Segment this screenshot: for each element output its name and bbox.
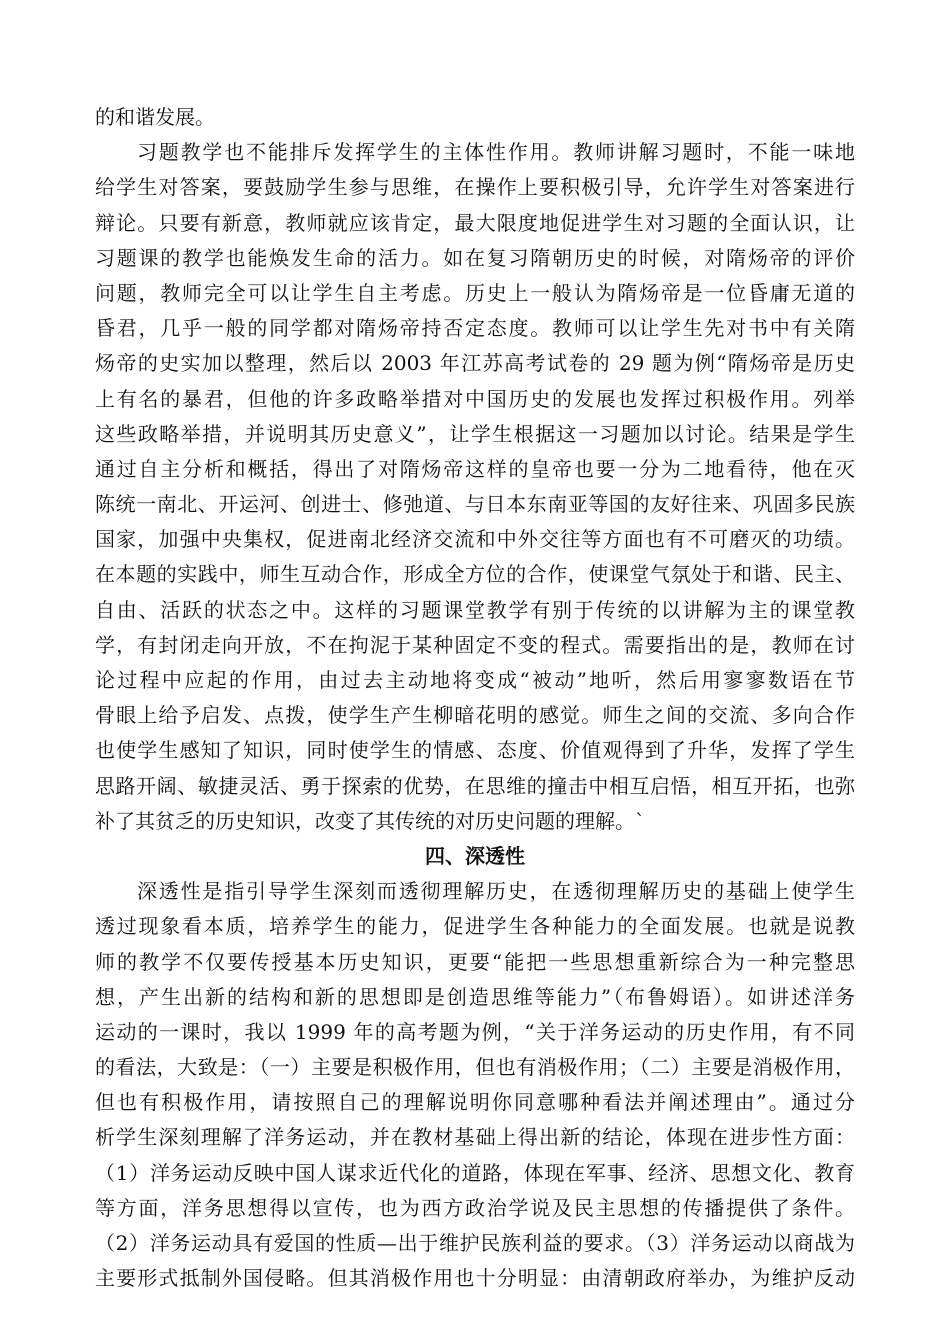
text-line: （2）洋务运动具有爱国的性质—出于维护民族利益的要求。（3）洋务运动以商战为 [95,1231,855,1255]
text-line: 的看法，大致是：（一）主要是积极作用，但也有消极作用；（二）主要是消极作用， [95,1055,855,1080]
text-line: 国家，加强中央集权，促进南北经济交流和中外交往等方面也有不可磨灭的功绩。 [95,527,855,552]
text-line: 炀帝的史实加以整理，然后以 2003 年江苏高考试卷的 29 题为例“隋炀帝是历史 [95,351,855,376]
text-line: 骨眼上给予启发、点拨，使学生产生柳暗花明的感觉。师生之间的交流、多向合作 [95,703,855,728]
text-line: 主要形式抵制外国侵略。但其消极作用也十分明显：由清朝政府举办，为维护反动 [95,1266,855,1291]
text-line: 学，有封闭走向开放，不在拘泥于某种固定不变的程式。需要指出的是，教师在讨 [95,632,855,657]
text-line: 深透性是指引导学生深刻而透彻理解历史，在透彻理解历史的基础上使学生 [137,879,855,904]
text-line: 习题教学也不能排斥发挥学生的主体性作用。教师讲解习题时，不能一味地 [137,140,855,165]
text-line: （1）洋务运动反映中国人谋求近代化的道路，体现在军事、经济、思想文化、教育 [95,1160,855,1185]
section-heading: 四、深透性 [425,843,525,868]
text-line: 等方面，洋务思想得以宣传，也为西方政治学说及民主思想的传播提供了条件。 [95,1195,855,1220]
document-page [95,100,855,1296]
text-line: 自由、活跃的状态之中。这样的习题课堂教学有别于传统的以讲解为主的课堂教 [95,597,855,622]
text-line: 但也有积极作用，请按照自己的理解说明你同意哪种看法并阐述理由”。通过分 [95,1090,855,1115]
text-line: 想，产生出新的结构和新的思想即是创造思维等能力”（布鲁姆语）。如讲述洋务 [95,984,855,1009]
text-line: 论过程中应起的作用，由过去主动地将变成“被动”地听，然后用寥寥数语在节 [95,668,855,692]
text-line: 的和谐发展。 [95,105,215,129]
text-line: 师的教学不仅要传授基本历史知识，更要“能把一些思想重新综合为一种完整思 [95,949,855,974]
text-line: 补了其贫乏的历史知识，改变了其传统的对历史问题的理解。` [95,808,645,833]
paragraph-2 [95,135,855,839]
text-line: 问题，教师完全可以让学生自主考虑。历史上一般认为隋炀帝是一位昏庸无道的 [95,280,855,305]
text-line: 也使学生感知了知识，同时使学生的情感、态度、价值观得到了升华，发挥了学生 [95,738,855,763]
paragraph-1-tail [95,100,855,135]
text-line: 这些政略举措，并说明其历史意义”，让学生根据这一习题加以讨论。结果是学生 [95,421,855,446]
text-line: 析学生深刻理解了洋务运动，并在教材基础上得出新的结论，体现在进步性方面： [95,1125,855,1150]
text-line: 辩论。只要有新意，教师就应该肯定，最大限度地促进学生对习题的全面认识，让 [95,210,855,235]
text-line: 陈统一南北、开运河、创进士、修弛道、与日本东南亚等国的友好往来、巩固多民族 [95,492,855,517]
text-line: 给学生对答案，要鼓励学生参与思维，在操作上要积极引导，允许学生对答案进行 [95,175,855,200]
text-line: 运动的一课时，我以 1999 年的高考题为例，“关于洋务运动的历史作用，有不同 [95,1019,855,1044]
text-line: 透过现象看本质，培养学生的能力，促进学生各种能力的全面发展。也就是说教 [95,914,855,939]
text-line: 习题课的教学也能焕发生命的活力。如在复习隋朝历史的时候，对隋炀帝的评价 [95,245,855,270]
paragraph-3 [95,874,855,1296]
text-line: 在本题的实践中，师生互动合作，形成全方位的合作，使课堂气氛处于和谐、民主、 [95,562,855,587]
text-line: 思路开阔、敏捷灵活、勇于探索的优势，在思维的撞击中相互启悟，相互开拓，也弥 [95,773,855,798]
text-line: 上有名的暴君，但他的许多政略举措对中国历史的发展也发挥过积极作用。列举 [95,386,855,411]
text-line: 通过自主分析和概括，得出了对隋炀帝这样的皇帝也要一分为二地看待，他在灭 [95,456,855,481]
text-line: 昏君，几乎一般的同学都对隋炀帝持否定态度。教师可以让学生先对书中有关隋 [95,316,855,341]
